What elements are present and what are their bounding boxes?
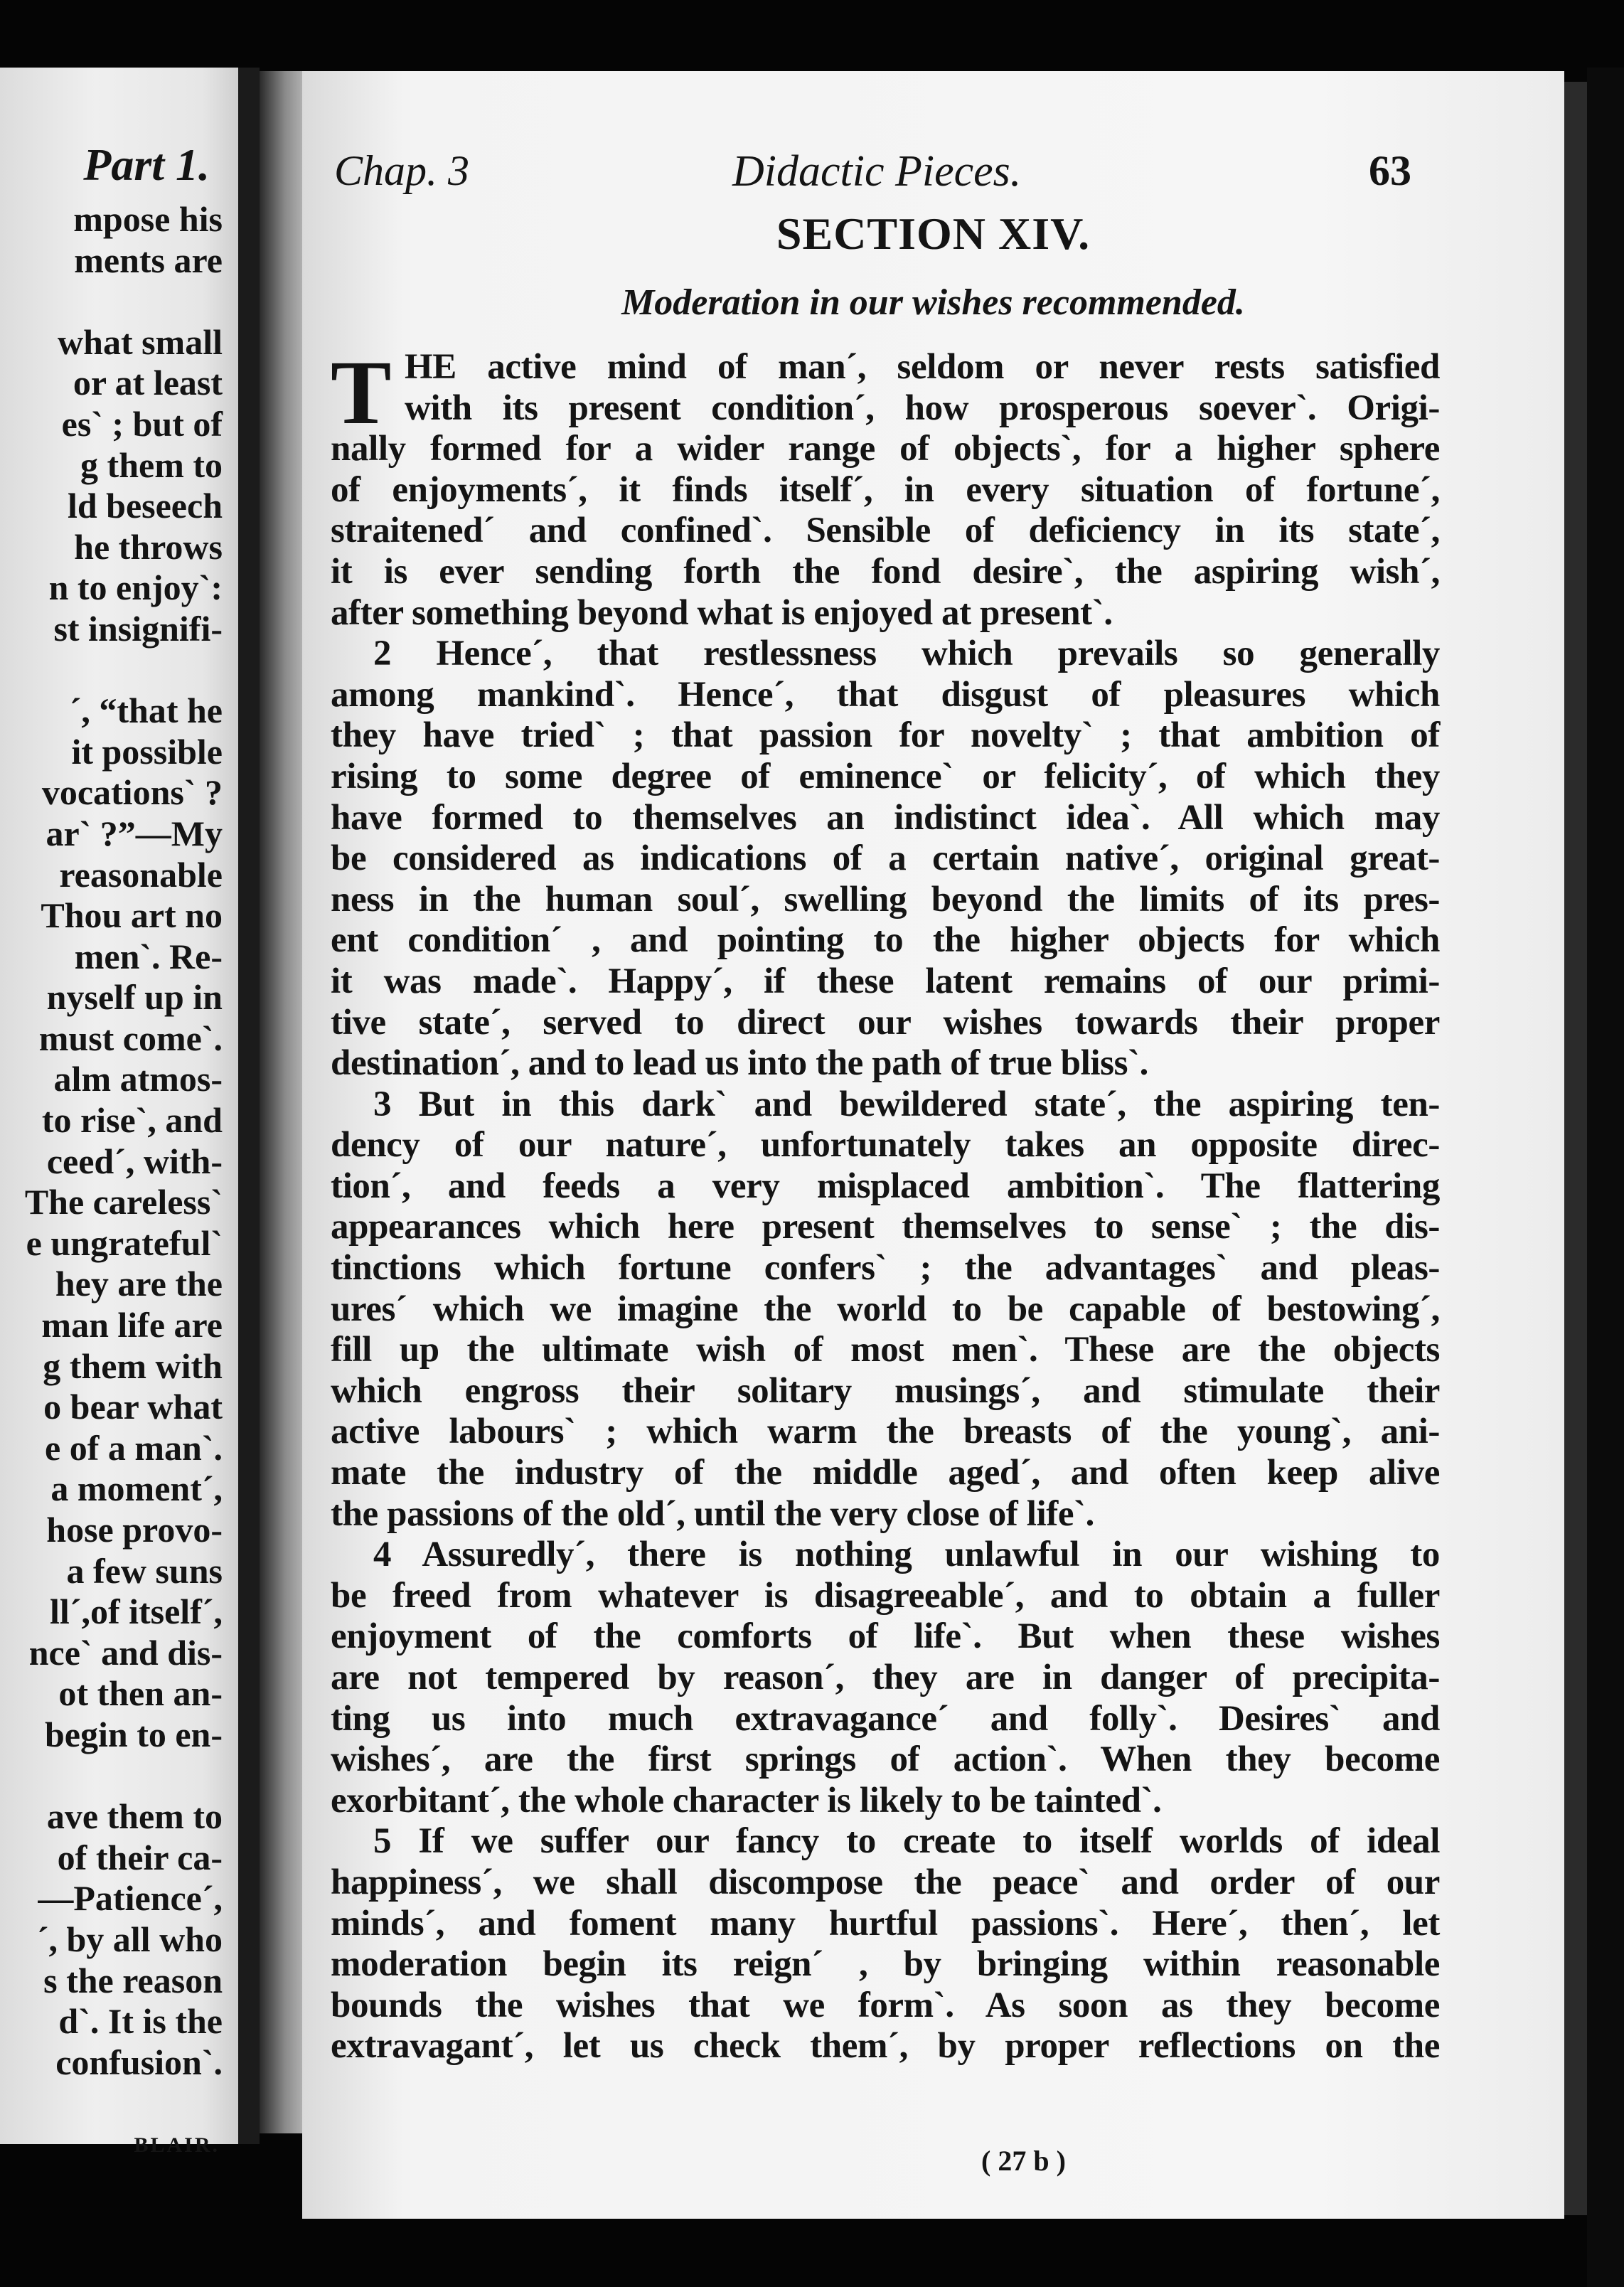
text-line: tion´, and feeds a very misplaced ambition`. The flattering: [331, 1166, 1440, 1206]
text-line: tive state´, served to direct our wishes towards their proper: [331, 1002, 1440, 1043]
text-line: be considered as indications of a certain native´, original great-: [331, 838, 1440, 879]
page-edge: [1564, 82, 1587, 2215]
text-line: 3 But in this dark` and bewildered state´, the aspiring ten-: [373, 1084, 1440, 1124]
text-line: 5 If we suffer our fancy to create to itself worlds of ideal: [373, 1821, 1440, 1862]
text-line: after something beyond what is enjoyed at present`.: [331, 592, 1113, 633]
paragraph: [331, 1535, 1440, 1821]
text-line: destination´, and to lead us into the path of true bliss`.: [331, 1043, 1148, 1084]
text-line: straitened´ and confined`. Sensible of deficiency in its state´,: [331, 511, 1440, 551]
left-text-line: e of a man`.: [45, 1427, 223, 1468]
text-line: 4 Assuredly´, there is nothing unlawful in our wishing to: [373, 1535, 1440, 1575]
running-title: Didactic Pieces.: [732, 147, 1022, 196]
left-text-line: men`. Re-: [74, 936, 223, 976]
left-text-line: must come`.: [38, 1018, 223, 1058]
text-line: ures´ which we imagine the world to be capable of bestowing´,: [331, 1289, 1440, 1329]
left-text-line: ot then an-: [58, 1673, 223, 1714]
left-text-line: it possible: [71, 731, 223, 772]
paragraph: [331, 1084, 1440, 1535]
text-line: bounds the wishes that we form`. As soon as they become: [331, 1985, 1440, 2025]
text-line: have formed to themselves an indistinct idea`. All which may: [331, 797, 1440, 838]
text-line: ent condition´ , and pointing to the higher objects for which: [331, 920, 1440, 961]
left-text-line: ceed´, with-: [46, 1141, 223, 1181]
left-page-author: BLAIR.: [134, 2133, 220, 2157]
left-page-text: [25, 199, 223, 2083]
left-text-line: n to enjoy`:: [48, 567, 223, 608]
text-line: fill up the ultimate wish of most men`. These are the objects: [331, 1330, 1440, 1370]
left-text-line: e ungrateful`: [26, 1222, 223, 1263]
left-text-line: begin to en-: [45, 1714, 223, 1754]
section-subtitle: Moderation in our wishes recommended.: [621, 282, 1245, 323]
left-text-line: g them to: [80, 444, 223, 485]
left-text-line: s the reason: [43, 1960, 223, 2000]
left-text-line: ave them to: [46, 1796, 223, 1837]
left-text-line: es` ; but of: [61, 403, 223, 444]
left-text-line: hey are the: [55, 1264, 223, 1304]
left-text-line: a few suns: [66, 1550, 223, 1591]
left-text-line: ar` ?”—My: [46, 813, 223, 853]
left-text-line: Thou art no: [41, 895, 223, 936]
text-line: rising to some degree of eminence` or felicity´, of which they: [331, 756, 1440, 796]
left-text-line: ll´,of itself´,: [50, 1592, 223, 1632]
left-text-line: mpose his: [73, 199, 223, 239]
text-line: of enjoyments´, it finds itself´, in every situation of fortune´,: [331, 469, 1440, 510]
text-line: mate the industry of the middle aged´, and often keep alive: [331, 1453, 1440, 1493]
text-line: tinctions which fortune confers` ; the advantages` and pleas-: [331, 1248, 1440, 1289]
left-text-line: a moment´,: [50, 1468, 223, 1509]
text-line: 2 Hence´, that restlessness which prevails so generally: [373, 634, 1440, 674]
left-text-line: of their ca-: [57, 1837, 223, 1877]
text-line: the passions of the old´, until the very close of life`.: [331, 1493, 1095, 1534]
left-text-line: confusion`.: [55, 2042, 223, 2082]
text-line: be freed from whatever is disagreeable´, and to obtain a fuller: [331, 1575, 1440, 1616]
paragraph: [331, 634, 1440, 1084]
text-line: it was made`. Happy´, if these latent remains of our primi-: [331, 961, 1440, 1001]
left-page: [0, 68, 238, 2157]
text-line: are not tempered by reason´, they are in danger of precipita-: [331, 1658, 1440, 1697]
left-page-header: Part 1.: [83, 139, 210, 190]
text-line: they have tried` ; that passion for novelty` ; that ambition of: [331, 715, 1440, 756]
text-line: exorbitant´, the whole character is likely to be tainted`.: [331, 1780, 1162, 1820]
left-text-line: ld beseech: [67, 486, 223, 526]
chapter-label: Chap. 3: [334, 147, 470, 194]
right-page: [302, 71, 1564, 2219]
left-text-line: nce` and dis-: [28, 1632, 223, 1673]
body-text: [331, 342, 1440, 2067]
left-text-line: g them with: [43, 1345, 223, 1386]
paragraph: [331, 1821, 1440, 2067]
left-text-line: nyself up in: [46, 977, 223, 1018]
text-line: ness in the human soul´, swelling beyond the limits of its pres-: [331, 879, 1440, 919]
text-line: active labours` ; which warm the breasts of the young`, ani-: [331, 1412, 1440, 1452]
left-text-line: —Patience´,: [38, 1878, 223, 1919]
left-text-line: hose provo-: [46, 1510, 223, 1550]
text-line: enjoyment of the comforts of life`. But when these wishes: [331, 1616, 1440, 1657]
signature-mark: ( 27 b ): [981, 2145, 1066, 2177]
left-text-line: st insignifi-: [53, 608, 223, 649]
left-text-line: reasonable: [59, 854, 223, 895]
left-text-line: ´, by all who: [36, 1919, 223, 1959]
text-line: extravagant´, let us check them´, by proper reflections on the: [331, 2026, 1440, 2067]
drop-cap: T: [331, 342, 392, 443]
left-text-line: ments are: [74, 240, 223, 280]
left-text-line: vocations` ?: [41, 772, 223, 813]
left-text-line: ´, “that he: [69, 691, 223, 731]
text-line: moderation begin its reign´ , by bringing within reasonable: [331, 1944, 1440, 1985]
section-title: SECTION XIV.: [776, 208, 1091, 259]
left-text-line: man life are: [41, 1305, 223, 1345]
text-line: HE active mind of man´, seldom or never rests satisfied: [405, 347, 1440, 387]
left-text-line: o bear what: [43, 1387, 223, 1427]
left-text-line: he throws: [74, 526, 223, 567]
text-line: among mankind`. Hence´, that disgust of pleasures which: [331, 674, 1440, 715]
left-text-line: alm atmos-: [53, 1059, 223, 1099]
left-text-line: what small: [58, 321, 223, 362]
text-line: appearances which here present themselves to sense` ; the dis-: [331, 1207, 1440, 1247]
left-text-line: The careless`: [24, 1182, 223, 1222]
page-number: 63: [1369, 147, 1411, 194]
text-line: with its present condition´, how prosperous soever`. Origi-: [405, 388, 1440, 428]
text-line: minds´, and foment many hurtful passions`. Here´, then´, let: [331, 1903, 1440, 1944]
text-line: ting us into much extravagance´ and folly`. Desires` and: [331, 1698, 1440, 1739]
left-text-line: [25, 281, 223, 322]
text-line: which engross their solitary musings´, and stimulate their: [331, 1370, 1440, 1411]
paragraph: [331, 342, 1440, 634]
left-text-line: [25, 650, 223, 691]
text-line: happiness´, we shall discompose the peace` and order of our: [331, 1862, 1440, 1902]
text-line: wishes´, are the first springs of action`. When they become: [331, 1739, 1440, 1780]
binding-shadow: [238, 68, 260, 2144]
text-line: nally formed for a wider range of objects`, for a higher sphere: [331, 429, 1440, 469]
left-text-line: to rise`, and: [41, 1100, 223, 1141]
book-edge: [1587, 68, 1624, 2287]
text-line: it is ever sending forth the fond desire`, the aspiring wish´,: [331, 551, 1440, 592]
left-text-line: d`. It is the: [58, 2001, 223, 2042]
left-text-line: or at least: [73, 363, 223, 403]
text-line: dency of our nature´, unfortunately takes an opposite direc-: [331, 1125, 1440, 1166]
left-text-line: [25, 1756, 223, 1797]
